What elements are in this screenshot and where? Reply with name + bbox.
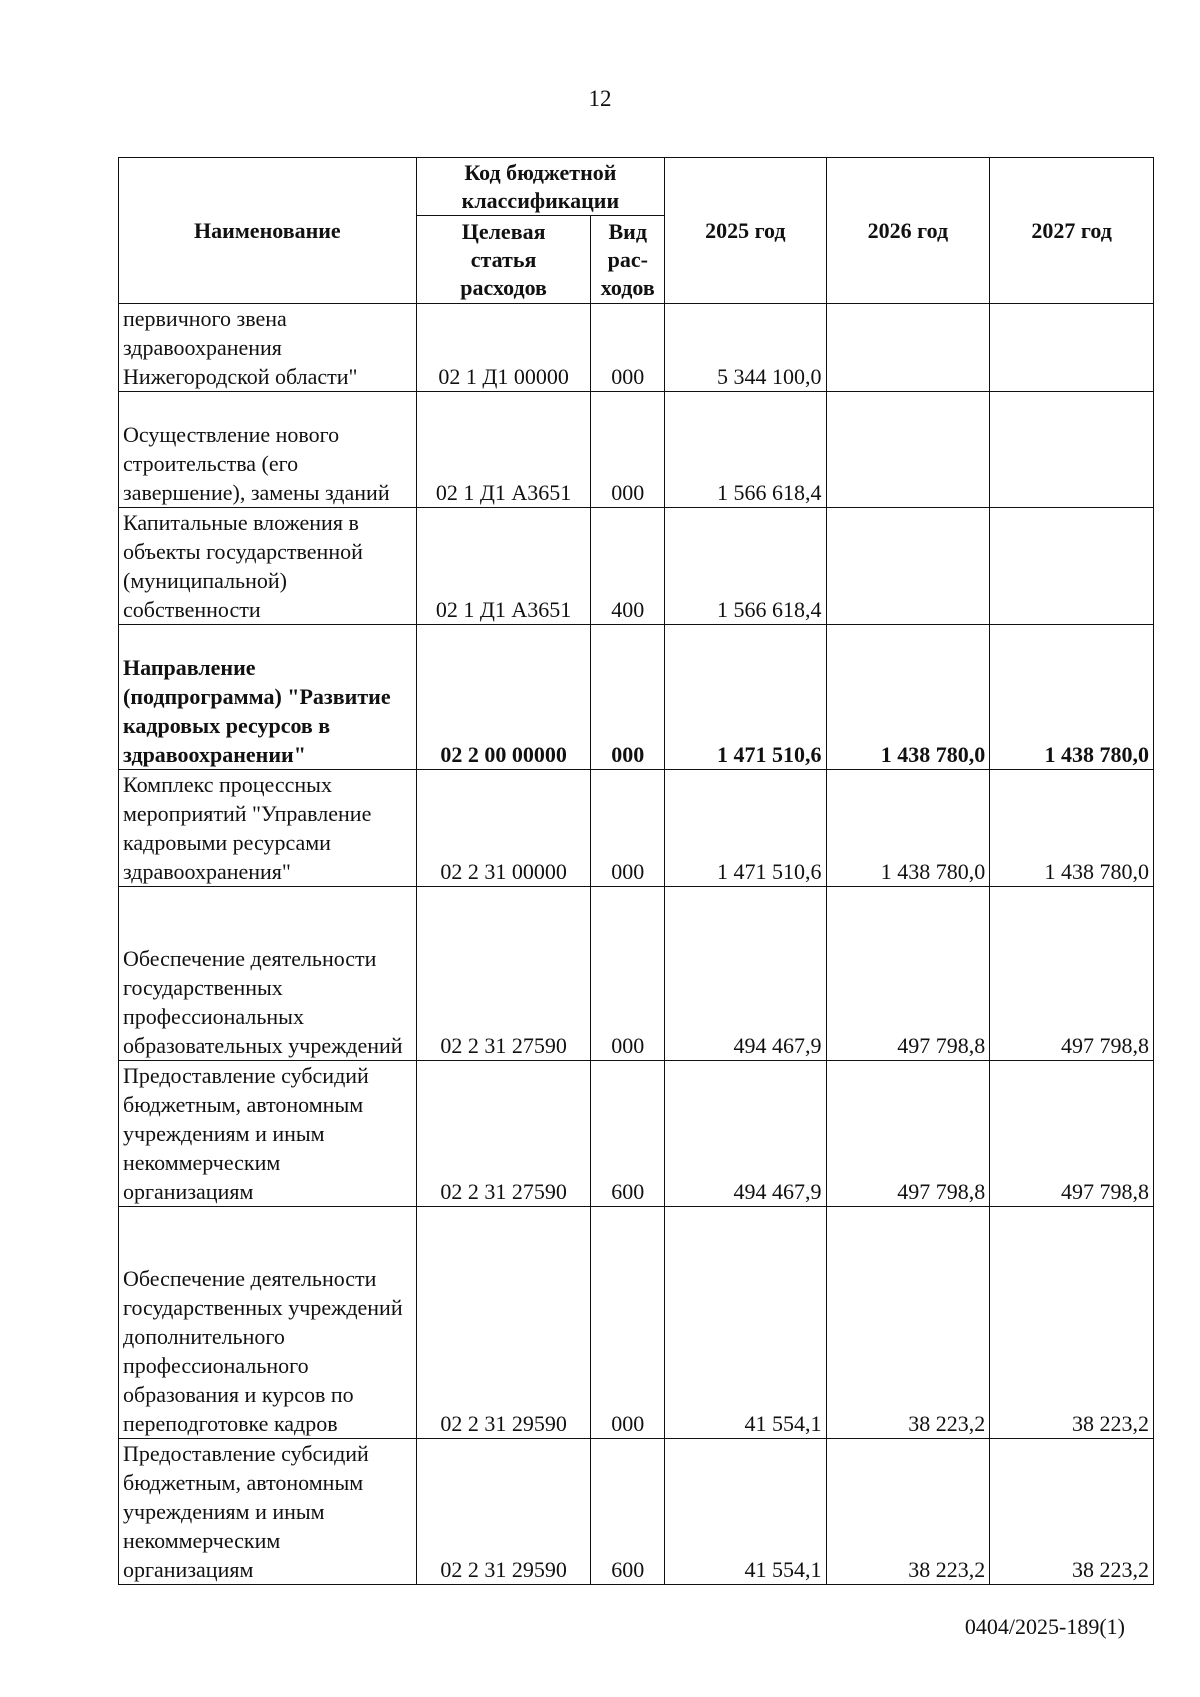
row-value-2027: [990, 508, 1154, 625]
row-value-2027: [990, 304, 1154, 392]
row-name: первичного звена здравоохранения Нижегородской области": [119, 304, 417, 392]
header-expense-kind: Вид рас-ходов: [591, 216, 665, 304]
row-expense-kind: 000: [591, 304, 665, 392]
table-row: [119, 304, 1154, 392]
table-row: [119, 508, 1154, 625]
row-value-2025: 1 566 618,4: [665, 508, 827, 625]
row-expense-kind: 000: [591, 1207, 665, 1439]
row-value-2025: 494 467,9: [665, 1061, 827, 1207]
row-target-code: 02 2 31 29590: [416, 1207, 591, 1439]
table-body: [119, 304, 1154, 1585]
table-row: [119, 392, 1154, 508]
row-name: Направление (подпрограмма) "Развитие кадровых ресурсов в здравоохранении": [119, 625, 417, 770]
header-name: Наименование: [119, 158, 417, 304]
row-value-2026: 38 223,2: [826, 1207, 990, 1439]
row-name: Обеспечение деятельности государственных учреждений дополнительного профессионального образования и курсов по переподготовке кадров: [119, 1207, 417, 1439]
row-name: Предоставление субсидий бюджетным, автономным учреждениям и иным некоммерческим организациям: [119, 1061, 417, 1207]
row-value-2027: 38 223,2: [990, 1439, 1154, 1585]
row-value-2026: 1 438 780,0: [826, 625, 990, 770]
row-name: Капитальные вложения в объекты государственной (муниципальной) собственности: [119, 508, 417, 625]
row-name: Комплекс процессных мероприятий "Управление кадровыми ресурсами здравоохранения": [119, 770, 417, 887]
row-value-2025: 1 471 510,6: [665, 770, 827, 887]
table-row: [119, 770, 1154, 887]
row-name: Предоставление субсидий бюджетным, автономным учреждениям и иным некоммерческим организациям: [119, 1439, 417, 1585]
row-expense-kind: 000: [591, 392, 665, 508]
document-id: 0404/2025-189(1): [964, 1614, 1125, 1639]
table-row: [119, 1439, 1154, 1585]
header-target-article: Целевая статья расходов: [416, 216, 591, 304]
row-value-2025: 41 554,1: [665, 1207, 827, 1439]
row-value-2026: 497 798,8: [826, 887, 990, 1061]
row-target-code: 02 2 00 00000: [416, 625, 591, 770]
row-value-2025: 1 566 618,4: [665, 392, 827, 508]
header-2026: 2026 год: [826, 158, 990, 304]
row-expense-kind: 000: [591, 887, 665, 1061]
table-row: [119, 1207, 1154, 1439]
row-target-code: 02 2 31 27590: [416, 1061, 591, 1207]
row-target-code: 02 1 Д1 00000: [416, 304, 591, 392]
row-target-code: 02 2 31 00000: [416, 770, 591, 887]
budget-table: [118, 157, 1154, 1585]
header-2027: 2027 год: [990, 158, 1154, 304]
row-value-2026: 1 438 780,0: [826, 770, 990, 887]
row-value-2027: 497 798,8: [990, 887, 1154, 1061]
row-value-2027: 1 438 780,0: [990, 770, 1154, 887]
row-expense-kind: 600: [591, 1061, 665, 1207]
row-value-2026: [826, 392, 990, 508]
row-value-2027: 1 438 780,0: [990, 625, 1154, 770]
page-number: 12: [588, 86, 612, 111]
row-target-code: 02 1 Д1 А3651: [416, 392, 591, 508]
table-row: [119, 887, 1154, 1061]
header-2025: 2025 год: [665, 158, 827, 304]
row-value-2027: 497 798,8: [990, 1061, 1154, 1207]
row-target-code: 02 1 Д1 А3651: [416, 508, 591, 625]
table-row: [119, 625, 1154, 770]
row-value-2026: 38 223,2: [826, 1439, 990, 1585]
row-value-2026: 497 798,8: [826, 1061, 990, 1207]
header-code-group: Код бюджетной классификации: [416, 158, 664, 216]
row-value-2026: [826, 508, 990, 625]
row-name: Обеспечение деятельности государственных профессиональных образовательных учреждений: [119, 887, 417, 1061]
row-value-2025: 1 471 510,6: [665, 625, 827, 770]
row-value-2026: [826, 304, 990, 392]
row-value-2027: [990, 392, 1154, 508]
table-row: [119, 1061, 1154, 1207]
row-value-2025: 494 467,9: [665, 887, 827, 1061]
row-target-code: 02 2 31 29590: [416, 1439, 591, 1585]
row-target-code: 02 2 31 27590: [416, 887, 591, 1061]
row-value-2027: 38 223,2: [990, 1207, 1154, 1439]
row-expense-kind: 600: [591, 1439, 665, 1585]
row-name: Осуществление нового строительства (его завершение), замены зданий: [119, 392, 417, 508]
row-value-2025: 41 554,1: [665, 1439, 827, 1585]
row-expense-kind: 000: [591, 770, 665, 887]
row-value-2025: 5 344 100,0: [665, 304, 827, 392]
row-expense-kind: 400: [591, 508, 665, 625]
row-expense-kind: 000: [591, 625, 665, 770]
table-header: [119, 158, 1154, 304]
